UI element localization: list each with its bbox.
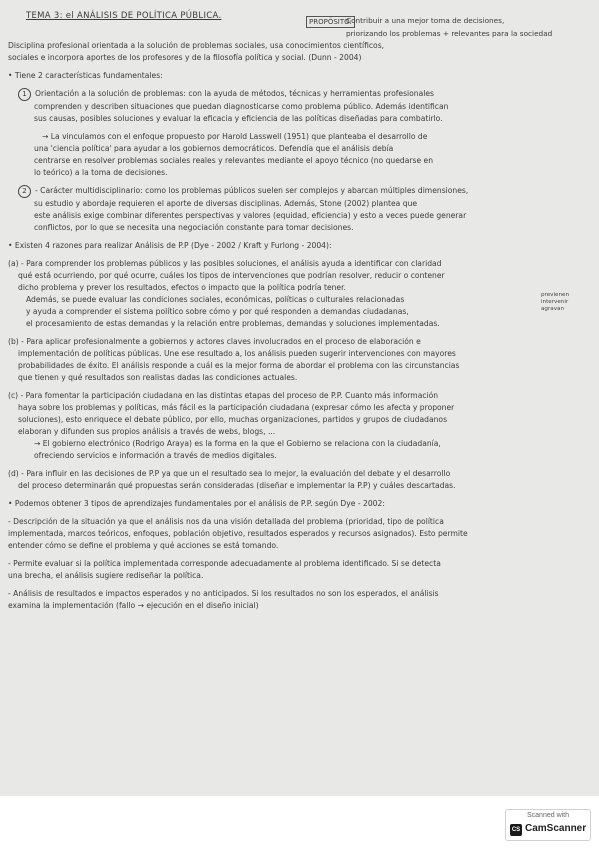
- purpose-label: PROPÓSITO:: [306, 16, 355, 28]
- lasswell-note-line: centrarse en resolver problemas sociales reales y relevantes mediante el apoyo técnico (no quedarse en: [34, 156, 434, 165]
- camscanner-watermark: [505, 809, 591, 841]
- characteristic-2-line: [8, 185, 589, 198]
- reasons-heading: • Existen 4 razones para realizar Análisis de P.P (Dye - 2002 / Kraft y Furlong - 2004):: [8, 241, 332, 250]
- brace-annotation: [541, 292, 569, 313]
- number-circle-1: 1: [18, 88, 31, 101]
- reason-a-line: dicho problema y prever los resultados, efectos o impacto que la política podría tener.: [18, 283, 346, 292]
- camscanner-name: CamScanner: [525, 823, 587, 834]
- camscanner-logo-icon: CS: [510, 824, 522, 836]
- characteristics-heading: • Tiene 2 características fundamentales:: [8, 71, 163, 80]
- characteristic-1-line: [8, 88, 589, 101]
- reason-c-line: soluciones), esto enriquece el debate público, por ello, muchas organizaciones, partidos y grupos de ciudadanos: [18, 415, 448, 424]
- annotation-word: previenen: [541, 292, 570, 298]
- purpose-line-2: priorizando los problemas + relevantes para la sociedad: [346, 29, 553, 38]
- characteristic-2-text: - Carácter multidisciplinario: como los problemas públicos suelen ser complejos y abarcan múltiples dimensiones,: [35, 186, 469, 195]
- reason-c-line: (c) - Para fomentar la participación ciudadana en las distintas etapas del proceso de P.P. Cuanto más información: [8, 391, 439, 400]
- reason-a-line: y ayuda a comprender el sistema político sobre cómo y por qué responden a demandas ciudadanas,: [26, 307, 409, 316]
- intro-line: Disciplina profesional orientada a la solución de problemas sociales, usa conocimientos científicos,: [8, 41, 385, 50]
- outcome-2-line: una brecha, el análisis sugiere rediseñar la política.: [8, 571, 204, 580]
- reason-c-line: haya sobre los problemas y políticas, más fácil es la participación ciudadana (expresar cómo les afecta y proponer: [18, 403, 455, 412]
- characteristic-2-line: su estudio y abordaje requieren el aporte de diversas disciplinas. Además, Stone (2002) plantea que: [34, 199, 418, 208]
- reason-a-line: Además, se puede evaluar las condiciones sociales, económicas, políticas o culturales relacionadas: [26, 295, 405, 304]
- characteristic-2-line: conflictos, por lo que se necesita una negociación constante para tomar decisiones.: [34, 223, 354, 232]
- outcome-2-line: - Permite evaluar si la política implementada corresponde adecuadamente al problema identificado. Si se detecta: [8, 559, 441, 568]
- lasswell-note-line: lo teórico) a la toma de decisiones.: [34, 168, 168, 177]
- outcome-3-line: - Análisis de resultados e impactos esperados y no anticipados. Si los resultados no son los esperados, el análisis: [8, 589, 439, 598]
- reason-a-line: qué está ocurriendo, por qué ocurre, cuáles los tipos de intervenciones que podrían resolver, reducir o contener: [18, 271, 445, 280]
- characteristic-1-text: Orientación a la solución de problemas: con la ayuda de métodos, técnicas y herramientas profesionales: [35, 89, 435, 98]
- e-government-note: → El gobierno electrónico (Rodrigo Araya) es la forma en la que el Gobierno se relaciona con la ciudadanía,: [34, 439, 441, 448]
- reason-b-line: (b) - Para aplicar profesionalmente a gobiernos y actores claves involucrados en el proceso de elaboración e: [8, 337, 421, 346]
- characteristic-2-line: este análisis exige combinar diferentes perspectivas y valores (equidad, eficiencia) y esto a veces puede generar: [34, 211, 467, 220]
- characteristic-1-line: sus causas, posibles soluciones y evaluar la eficacia y eficiencia de las políticas diseñadas para combatirlo.: [34, 114, 443, 123]
- characteristic-1-line: comprenden y describen situaciones que puedan diagnosticarse como problema público. Además identifican: [34, 102, 449, 111]
- outcome-1-line: implementada, marcos teóricos, enfoques, población objetivo, resultados esperados y recursos asignados). Esto permite: [8, 529, 468, 538]
- outcome-1-line: entender cómo se define el problema y qué acciones se está tomando.: [8, 541, 279, 550]
- reason-d-line: (d) - Para influir en las decisiones de P.P ya que un el resultado sea lo mejor, la evaluación del debate y el desarrollo: [8, 469, 451, 478]
- reason-b-line: probabilidades de éxito. El análisis responde a cuál es la mejor forma de abordar el problema con las circunstancias: [18, 361, 460, 370]
- annotation-word: agravan: [541, 306, 564, 312]
- lasswell-note-line: una 'ciencia política' para ayudar a los gobiernos democráticos. Defendía que el análisis debía: [34, 144, 394, 153]
- reason-c-line: elaboran y difunden sus propios análisis a través de webs, blogs, ...: [18, 427, 276, 436]
- reason-a-line: el procesamiento de estas demandas y la relación entre problemas, demandas y soluciones implementadas.: [26, 319, 440, 328]
- outcomes-heading: • Podemos obtener 3 tipos de aprendizajes fundamentales por el análisis de P.P. según Dye - 2002:: [8, 499, 385, 508]
- reason-d-line: del proceso determinarán qué propuestas serán consideradas (diseñar e implementar la P.P) y cuáles descartadas.: [18, 481, 456, 490]
- header-row: [8, 8, 589, 40]
- purpose-line-1: Contribuir a una mejor toma de decisiones,: [346, 16, 505, 25]
- outcome-3-line: examina la implementación (fallo → ejecución en el diseño inicial): [8, 601, 259, 610]
- reason-b-line: implementación de políticas públicas. Une ese resultado a, los análisis pueden sugerir intervenciones con mayores: [18, 349, 456, 358]
- reason-b-line: que tienen y qué resultados son realistas dadas las condiciones actuales.: [18, 373, 298, 382]
- outcome-1-line: - Descripción de la situación ya que el análisis nos da una visión detallada del problema (prioridad, tipo de política: [8, 517, 444, 526]
- page-title: TEMA 3: el ANÁLISIS DE POLÍTICA PÚBLICA.: [26, 11, 222, 21]
- scanned-with-label: Scanned with: [526, 812, 570, 819]
- number-circle-2: 2: [18, 185, 31, 198]
- annotation-word: intervenir: [541, 299, 569, 305]
- e-government-note: ofreciendo servicios e información a través de medios digitales.: [34, 451, 277, 460]
- reason-a-line: (a) - Para comprender los problemas públicos y las posibles soluciones, el análisis ayuda a identificar con claridad: [8, 259, 442, 268]
- lasswell-note-line: → La vinculamos con el enfoque propuesto por Harold Lasswell (1951) que planteaba el desarrollo de: [42, 132, 428, 141]
- intro-line: sociales e incorpora aportes de los profesores y de la filosofía política y social. (Dunn - 2004): [8, 53, 362, 62]
- reason-a: [8, 258, 589, 330]
